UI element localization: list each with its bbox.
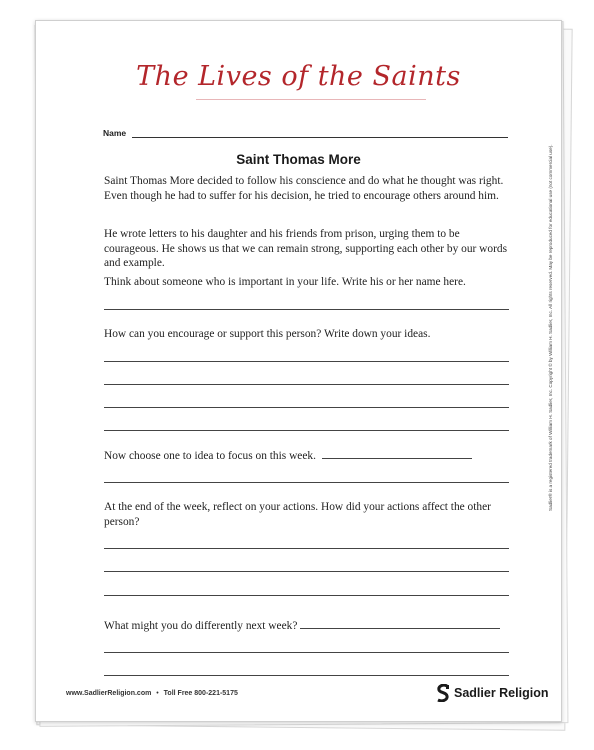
prompt-reflect: At the end of the week, reflect on your actions. How did your actions affect the other person?: [104, 501, 491, 528]
name-field[interactable]: [103, 128, 508, 142]
answer-line[interactable]: [104, 430, 509, 431]
banner-flourish: [196, 99, 426, 100]
answer-line[interactable]: [104, 384, 509, 385]
prompt-encourage: How can you encourage or support this person? Write down your ideas.: [104, 328, 431, 340]
prompt-differently: [104, 618, 509, 634]
banner-title: The Lives of the Saints: [136, 61, 461, 92]
prompt-choose-idea-text: Now choose one to idea to focus on this week.: [104, 450, 316, 462]
name-write-line[interactable]: [132, 137, 508, 138]
answer-inline-line[interactable]: [300, 618, 500, 629]
answer-line[interactable]: [104, 595, 509, 596]
intro-paragraph: Saint Thomas More decided to follow his conscience and do what he thought was right. Even though he had to suffer for his decision, he tried to encourage others around him.: [104, 175, 504, 202]
website-link[interactable]: www.SadlierReligion.com: [66, 690, 152, 697]
copyright-notice: Sadlier® is a registered trademark of William H. Sadlier, Inc. Copyright © by William H. Sadlier, Inc. All rights reserved. May be reproduced for educational use (not commercial use).: [548, 144, 553, 511]
answer-line[interactable]: [104, 571, 509, 572]
footer-contact: [66, 690, 238, 697]
name-label: Name: [103, 128, 127, 138]
answer-line[interactable]: [104, 548, 509, 549]
answer-line[interactable]: [104, 407, 509, 408]
worksheet-page: [35, 20, 562, 722]
intro-paragraph: He wrote letters to his daughter and his friends from prison, urging them to be courageous. He shows us that we can remain strong, supporting each other by our words and example.: [104, 228, 508, 270]
phone-number: Toll Free 800-221-5175: [163, 690, 238, 697]
answer-line[interactable]: [104, 652, 509, 653]
prompt-name-someone: Think about someone who is important in your life. Write his or her name here.: [104, 276, 466, 288]
answer-line[interactable]: [104, 309, 509, 310]
footer-separator: •: [156, 690, 159, 697]
page-title: Saint Thomas More: [236, 152, 361, 167]
prompt-differently-text: What might you do differently next week?: [104, 620, 298, 632]
sadlier-logo: [436, 684, 548, 702]
answer-line[interactable]: [104, 675, 509, 676]
answer-line[interactable]: [104, 361, 509, 362]
answer-line[interactable]: [104, 482, 509, 483]
brand-name: Sadlier Religion: [454, 686, 549, 700]
prompt-choose-idea: [104, 448, 509, 464]
sadlier-s-icon: [436, 684, 450, 702]
answer-inline-line[interactable]: [322, 448, 472, 459]
